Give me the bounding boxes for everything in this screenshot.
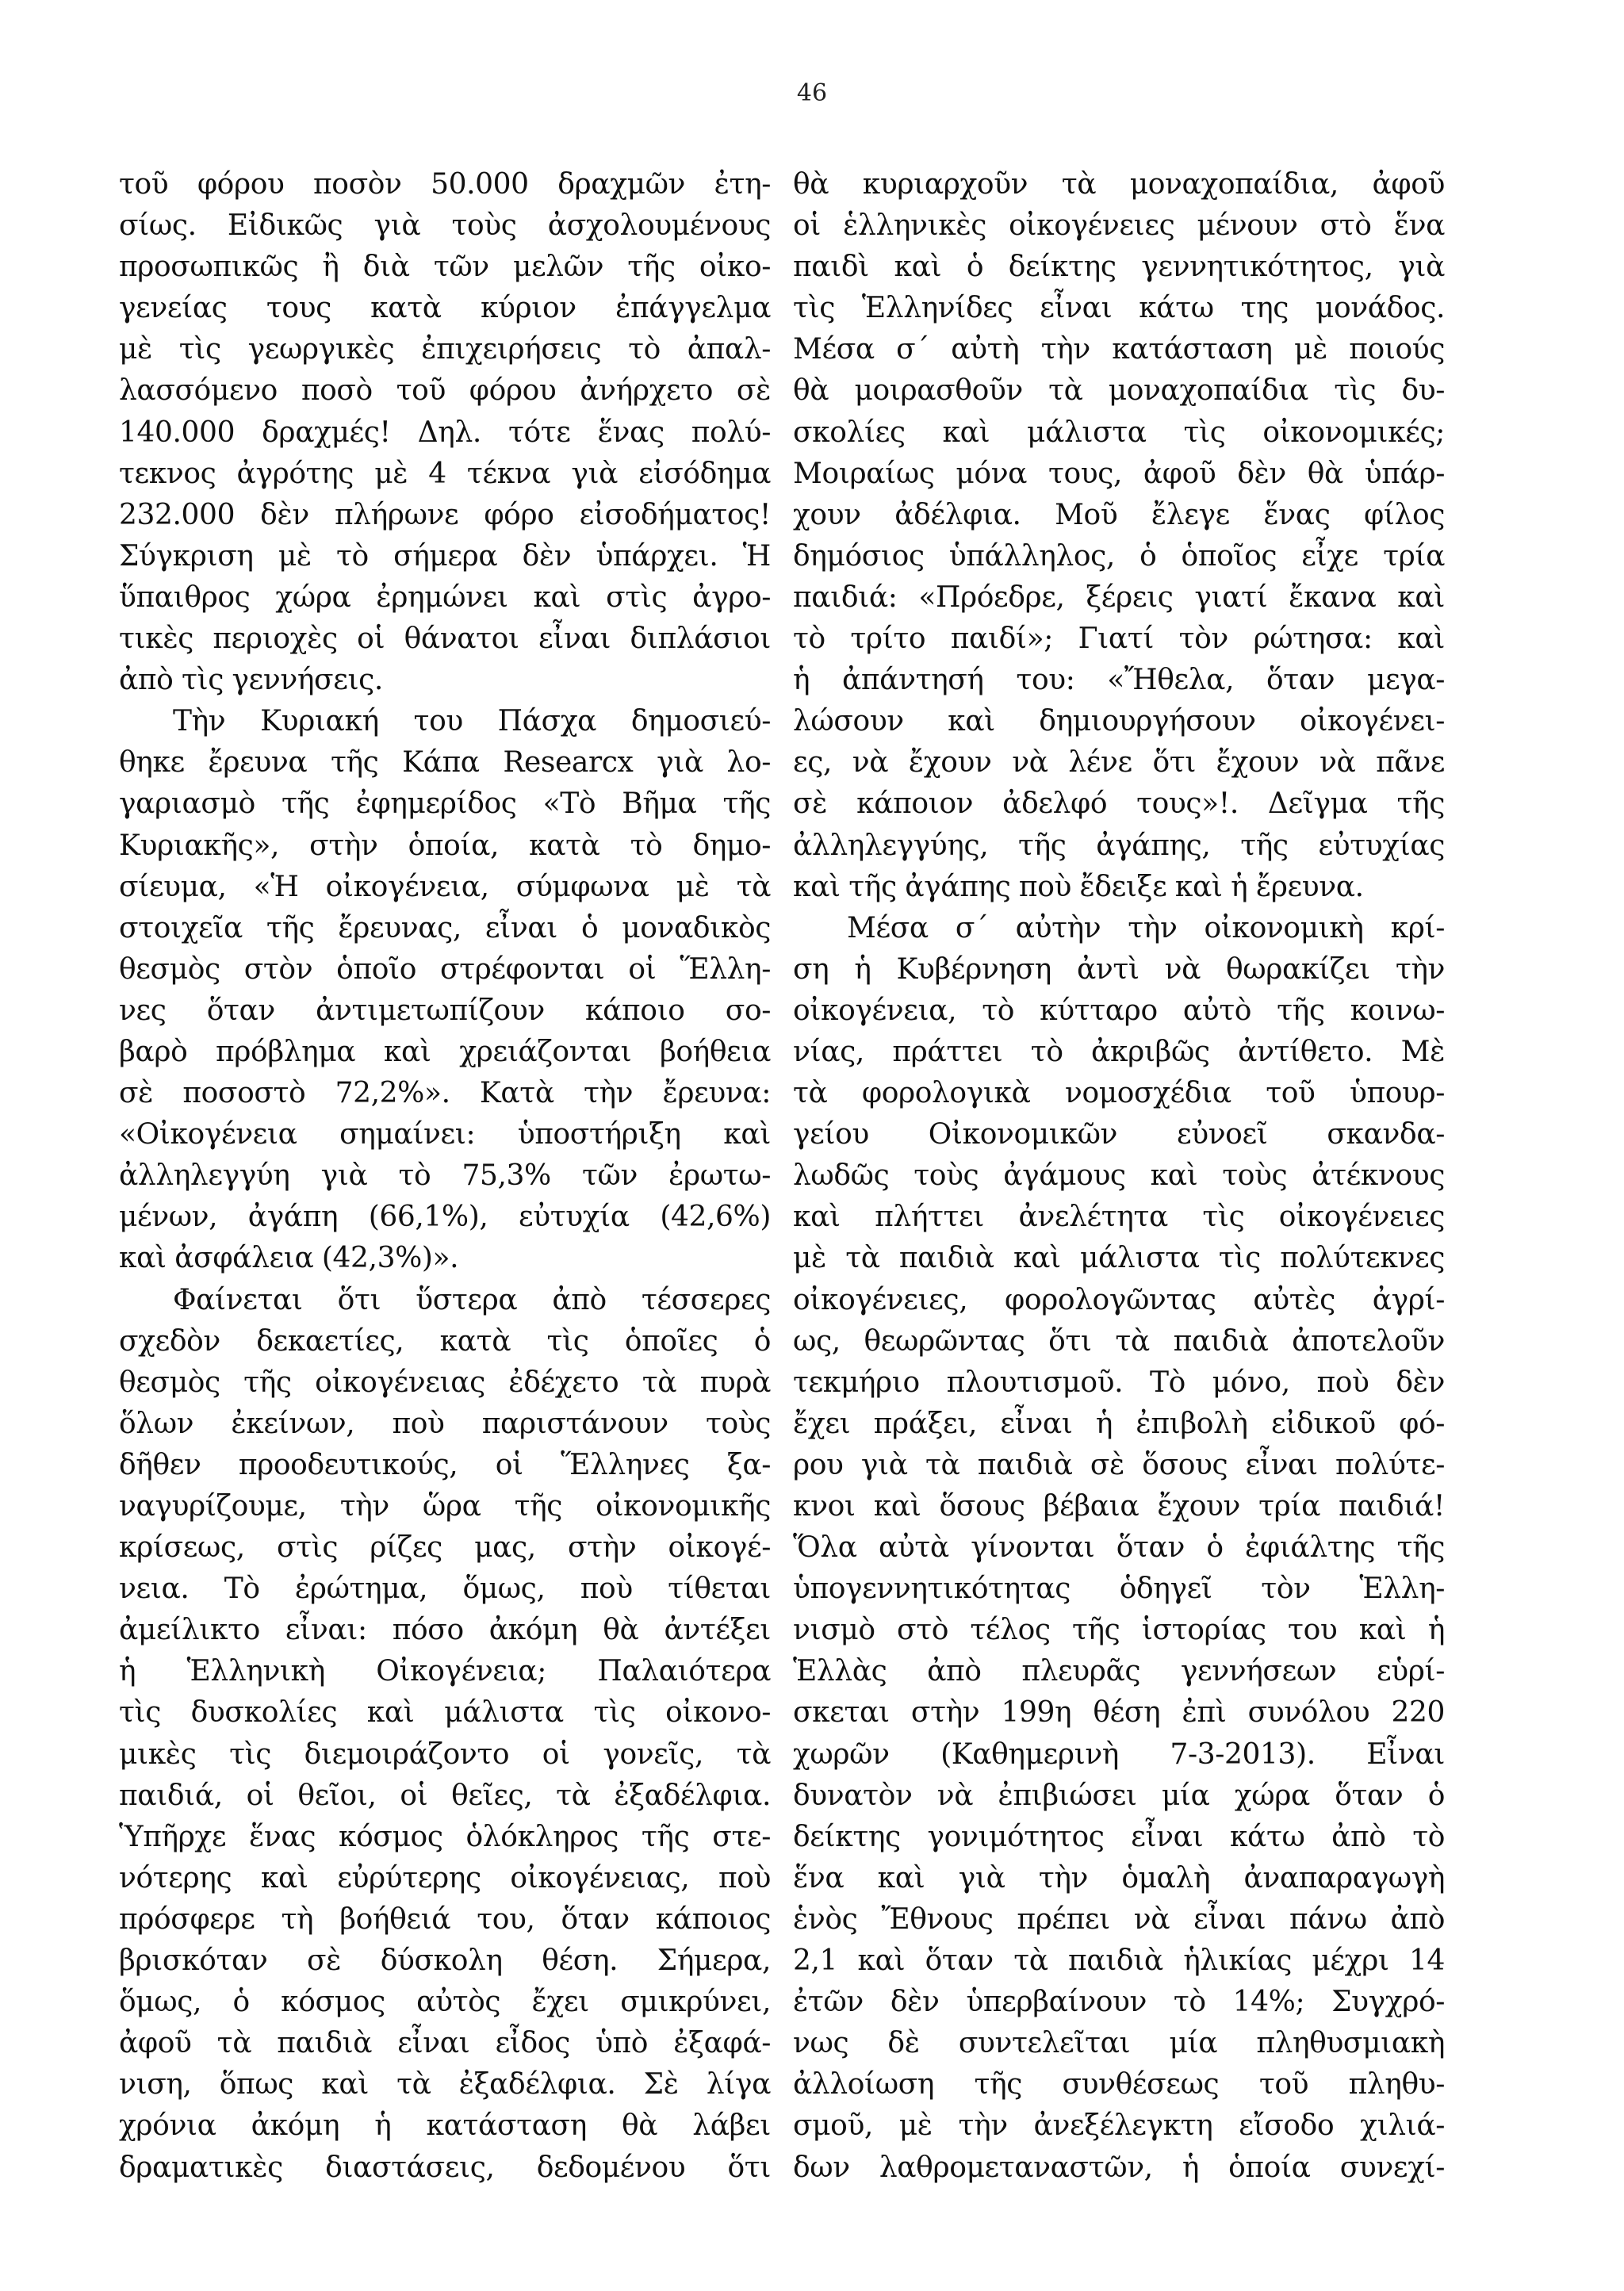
text-line: ση ἡ Κυβέρνηση ἀντὶ νὰ θωρακίζει τὴν	[793, 952, 1445, 986]
text-line: γείου Οἰκονομικῶν εὐνοεῖ σκανδα-	[793, 1118, 1445, 1151]
text-line: νες ὅταν ἀντιμετωπίζουν κάποιο σο-	[119, 994, 771, 1027]
text-line: οἰκογένειες, φορολογῶντας αὐτὲς ἀγρί-	[793, 1283, 1445, 1316]
text-line: Μέσα σ΄ αὐτὴν τὴν οἰκονομικὴ κρί-	[847, 911, 1445, 944]
text-line: λωδῶς τοὺς ἀγάμους καὶ τοὺς ἀτέκνους	[793, 1159, 1445, 1193]
text-line: Ἑλλὰς ἀπὸ πλευρᾶς γεννήσεων εὑρί-	[793, 1655, 1445, 1688]
text-line: θὰ κυριαρχοῦν τὰ μοναχοπαίδια, ἀφοῦ	[793, 168, 1445, 201]
text-line: Ὑπῆρχε ἕνας κόσμος ὁλόκληρος τῆς στε-	[119, 1820, 771, 1853]
text-line: ἀλληλεγγύη γιὰ τὸ 75,3% τῶν ἐρωτω-	[119, 1159, 771, 1193]
text-line: ρου γιὰ τὰ παιδιὰ σὲ ὅσους εἶναι πολύτε-	[793, 1448, 1445, 1481]
text-line: τοῦ φόρου ποσὸν 50.000 δραχμῶν ἐτη-	[119, 168, 771, 201]
text-line: ἕνα καὶ γιὰ τὴν ὁμαλὴ ἀναπαραγωγὴ	[793, 1861, 1445, 1894]
text-line: 140.000 δραχμές! Δηλ. τότε ἕνας πολύ-	[119, 416, 771, 449]
text-line: θὰ μοιρασθοῦν τὰ μοναχοπαίδια τὶς δυ-	[793, 374, 1445, 408]
text-line: Μέσα σ΄ αὐτὴ τὴν κατάσταση μὲ ποιούς	[793, 333, 1445, 366]
text-line: θεσμὸς τῆς οἰκογένειας ἐδέχετο τὰ πυρὰ	[119, 1366, 771, 1399]
text-line: οἱ ἑλληνικὲς οἰκογένειες μένουν στὸ ἕνα	[793, 209, 1445, 243]
text-line: καὶ τῆς ἀγάπης ποὺ ἔδειξε καὶ ἡ ἔρευνα.	[793, 870, 1364, 903]
text-line: ἀλλοίωση τῆς συνθέσεως τοῦ πληθυ-	[793, 2068, 1445, 2101]
text-line: δῆθεν προοδευτικούς, οἱ Ἕλληνες ξα-	[119, 1448, 771, 1481]
text-line: ἀμείλικτο εἶναι: πόσο ἀκόμη θὰ ἀντέξει	[119, 1614, 771, 1647]
text-line: τεκνος ἀγρότης μὲ 4 τέκνα γιὰ εἰσόδημα	[119, 457, 771, 490]
text-line: σμοῦ, μὲ τὴν ἀνεξέλεγκτη εἴσοδο χιλιά-	[793, 2109, 1445, 2143]
text-line: σίως. Εἰδικῶς γιὰ τοὺς ἀσχολουμένους	[119, 209, 771, 243]
text-line: λώσουν καὶ δημιουργήσουν οἰκογένει-	[793, 705, 1445, 738]
right-text-column	[793, 164, 1445, 2189]
text-line: σκολίες καὶ μάλιστα τὶς οἰκονομικές;	[793, 416, 1445, 449]
text-line: παιδιά, οἱ θεῖοι, οἱ θεῖες, τὰ ἐξαδέλφια.	[119, 1779, 771, 1812]
text-line: τικὲς περιοχὲς οἱ θάνατοι εἶναι διπλάσιοι	[119, 623, 771, 656]
text-line: κρίσεως, στὶς ρίζες μας, στὴν οἰκογέ-	[119, 1531, 771, 1565]
text-line: ὕπαιθρος χώρα ἐρημώνει καὶ στὶς ἀγρο-	[119, 580, 771, 614]
text-line: ἀπὸ τὶς γεννήσεις.	[119, 664, 383, 697]
text-line: κνοι καὶ ὅσους βέβαια ἔχουν τρία παιδιά!	[793, 1490, 1445, 1523]
text-line: Ὅλα αὐτὰ γίνονται ὅταν ὁ ἐφιάλτης τῆς	[793, 1531, 1445, 1565]
text-line: ἑνὸς Ἔθνους πρέπει νὰ εἶναι πάνω ἀπὸ	[793, 1902, 1445, 1936]
text-line: ναγυρίζουμε, τὴν ὥρα τῆς οἰκονομικῆς	[119, 1490, 771, 1523]
text-line: Κυριακῆς», στὴν ὁποία, κατὰ τὸ δημο-	[119, 829, 771, 862]
text-line: σκεται στὴν 199η θέση ἐπὶ συνόλου 220	[793, 1696, 1445, 1730]
text-line: «Οἰκογένεια σημαίνει: ὑποστήριξη καὶ	[119, 1118, 771, 1151]
text-line: νισμὸ στὸ τέλος τῆς ἱστορίας του καὶ ἡ	[793, 1614, 1445, 1647]
text-line: ὑπογεννητικότητας ὁδηγεῖ τὸν Ἑλλη-	[793, 1573, 1445, 1606]
text-line: ἡ ἀπάντησή του: «Ἤθελα, ὅταν μεγα-	[793, 664, 1445, 697]
text-line: τὶς Ἑλληνίδες εἶναι κάτω της μονάδος.	[793, 292, 1445, 325]
text-line: μὲ τὰ παιδιὰ καὶ μάλιστα τὶς πολύτεκνες	[793, 1242, 1445, 1275]
text-line: πρόσφερε τὴ βοήθειά του, ὅταν κάποιος	[119, 1902, 771, 1936]
text-line: μένων, ἀγάπη (66,1%), εὐτυχία (42,6%)	[119, 1201, 771, 1234]
text-line: ἐτῶν δὲν ὑπερβαίνουν τὸ 14%; Συγχρό-	[793, 1986, 1445, 2019]
text-line: 232.000 δὲν πλήρωνε φόρο εἰσοδήματος!	[119, 498, 771, 531]
text-line: χωρῶν (Καθημερινὴ 7-3-2013). Εἶναι	[793, 1737, 1445, 1771]
text-line: νως δὲ συντελεῖται μία πληθυσμιακὴ	[793, 2027, 1445, 2060]
text-line: δραματικὲς διαστάσεις, δεδομένου ὅτι	[119, 2151, 771, 2184]
text-line: τὸ τρίτο παιδί»; Γιατί τὸν ρώτησα: καὶ	[793, 623, 1445, 656]
text-line: σίευμα, «Ἡ οἰκογένεια, σύμφωνα μὲ τὰ	[119, 870, 771, 903]
text-line: ως, θεωρῶντας ὅτι τὰ παιδιὰ ἀποτελοῦν	[793, 1324, 1445, 1358]
text-line: ἀφοῦ τὰ παιδιὰ εἶναι εἶδος ὑπὸ ἐξαφά-	[119, 2027, 771, 2060]
text-line: καὶ ἀσφάλεια (42,3%)».	[119, 1242, 459, 1275]
text-line: Μοιραίως μόνα τους, ἀφοῦ δὲν θὰ ὑπάρ-	[793, 457, 1445, 490]
text-line: οἰκογένεια, τὸ κύτταρο αὐτὸ τῆς κοινω-	[793, 994, 1445, 1027]
left-text-column	[119, 164, 771, 2189]
text-line: νίας, πράττει τὸ ἀκριβῶς ἀντίθετο. Μὲ	[793, 1035, 1445, 1068]
text-line: νιση, ὅπως καὶ τὰ ἐξαδέλφια. Σὲ λίγα	[119, 2068, 771, 2101]
text-line: ὅλων ἐκείνων, ποὺ παριστάνουν τοὺς	[119, 1407, 771, 1440]
text-line: ες, νὰ ἔχουν νὰ λένε ὅτι ἔχουν νὰ πᾶνε	[793, 746, 1445, 780]
text-line: σὲ κάποιον ἀδελφό τους»!. Δεῖγμα τῆς	[793, 787, 1445, 821]
text-line: σὲ ποσοστὸ 72,2%». Κατὰ τὴν ἔρευνα:	[119, 1077, 771, 1110]
text-line: Φαίνεται ὅτι ὕστερα ἀπὸ τέσσερες	[173, 1283, 771, 1316]
text-line: ἔχει πράξει, εἶναι ἡ ἐπιβολὴ εἰδικοῦ φό-	[793, 1407, 1445, 1440]
text-line: χουν ἀδέλφια. Μοῦ ἔλεγε ἕνας φίλος	[793, 498, 1445, 531]
text-line: ἀλληλεγγύης, τῆς ἀγάπης, τῆς εὐτυχίας	[793, 829, 1445, 862]
text-line: μὲ τὶς γεωργικὲς ἐπιχειρήσεις τὸ ἀπαλ-	[119, 333, 771, 366]
text-line: τὶς δυσκολίες καὶ μάλιστα τὶς οἰκονο-	[119, 1696, 771, 1730]
text-line: λασσόμενο ποσὸ τοῦ φόρου ἀνήρχετο σὲ	[119, 374, 771, 408]
text-line: στοιχεῖα τῆς ἔρευνας, εἶναι ὁ μοναδικὸς	[119, 911, 771, 944]
text-line: ἡ Ἑλληνικὴ Οἰκογένεια; Παλαιότερα	[119, 1655, 771, 1688]
text-line: δείκτης γονιμότητος εἶναι κάτω ἀπὸ τὸ	[793, 1820, 1445, 1853]
text-line: δυνατὸν νὰ ἐπιβιώσει μία χώρα ὅταν ὁ	[793, 1779, 1445, 1812]
text-line: θηκε ἔρευνα τῆς Κάπα Researcx γιὰ λο-	[119, 746, 771, 780]
text-line: δων λαθρομεταναστῶν, ἡ ὁποία συνεχί-	[793, 2151, 1445, 2184]
text-line: νεια. Τὸ ἐρώτημα, ὅμως, ποὺ τίθεται	[119, 1573, 771, 1606]
text-line: γαριασμὸ τῆς ἐφημερίδος «Τὸ Βῆμα τῆς	[119, 787, 771, 821]
text-line: 2,1 καὶ ὅταν τὰ παιδιὰ ἡλικίας μέχρι 14	[793, 1944, 1445, 1978]
text-line: Τὴν Κυριακή του Πάσχα δημοσιεύ-	[173, 705, 771, 738]
text-line: βαρὸ πρόβλημα καὶ χρειάζονται βοήθεια	[119, 1035, 771, 1068]
page-number: 46	[796, 79, 828, 107]
text-line: μικὲς τὶς διεμοιράζοντο οἱ γονεῖς, τὰ	[119, 1737, 771, 1771]
text-line: χρόνια ἀκόμη ἡ κατάσταση θὰ λάβει	[119, 2109, 771, 2143]
text-line: τὰ φορολογικὰ νομοσχέδια τοῦ ὑπουρ-	[793, 1077, 1445, 1110]
text-line: θεσμὸς στὸν ὁποῖο στρέφονται οἱ Ἕλλη-	[119, 952, 771, 986]
text-line: σχεδὸν δεκαετίες, κατὰ τὶς ὁποῖες ὁ	[119, 1324, 771, 1358]
text-line: παιδὶ καὶ ὁ δείκτης γεννητικότητος, γιὰ	[793, 251, 1445, 284]
text-line: Σύγκριση μὲ τὸ σήμερα δὲν ὑπάρχει. Ἡ	[119, 539, 771, 573]
text-line: νότερης καὶ εὐρύτερης οἰκογένειας, ποὺ	[119, 1861, 771, 1894]
text-line: προσωπικῶς ἢ διὰ τῶν μελῶν τῆς οἰκο-	[119, 251, 771, 284]
text-line: καὶ πλήττει ἀνελέτητα τὶς οἰκογένειες	[793, 1201, 1445, 1234]
text-line: ὅμως, ὁ κόσμος αὐτὸς ἔχει σμικρύνει,	[119, 1986, 771, 2019]
text-line: γενείας τους κατὰ κύριον ἐπάγγελμα	[119, 292, 771, 325]
text-line: δημόσιος ὑπάλληλος, ὁ ὁποῖος εἶχε τρία	[793, 539, 1445, 573]
text-line: βρισκόταν σὲ δύσκολη θέση. Σήμερα,	[119, 1944, 771, 1978]
text-line: παιδιά: «Πρόεδρε, ξέρεις γιατί ἔκανα καὶ	[793, 580, 1445, 614]
text-line: τεκμήριο πλουτισμοῦ. Τὸ μόνο, ποὺ δὲν	[793, 1366, 1445, 1399]
